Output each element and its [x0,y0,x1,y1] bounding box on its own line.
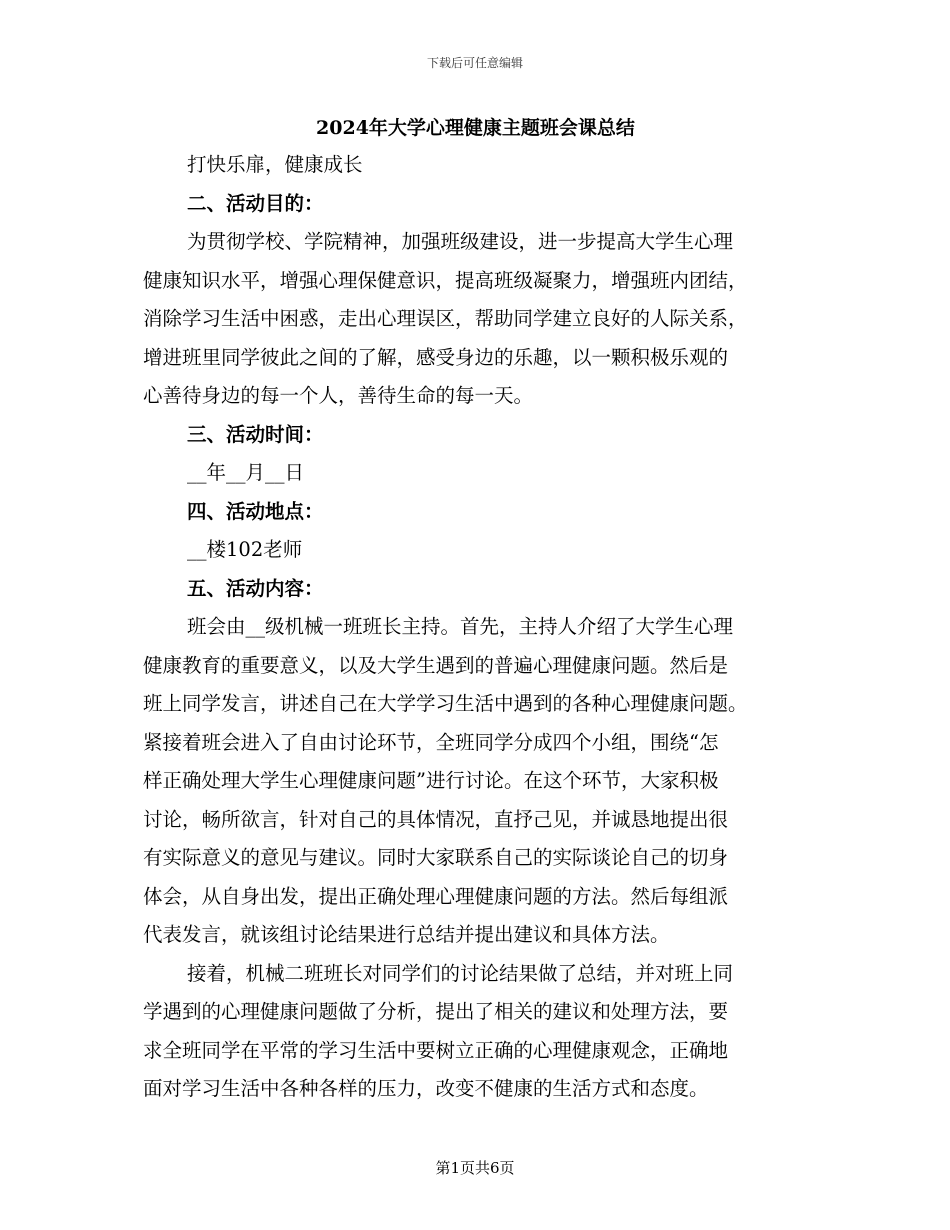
paragraph-content-2 [143,955,808,1109]
document-title: 2024年大学心理健康主题班会课总结 [316,117,635,139]
paragraph-purpose [143,223,808,416]
document-body [143,112,808,1109]
paragraph-line: 增进班里同学彼此之间的了解，感受身边的乐趣，以一颗积极乐观的 [143,345,729,369]
activity-location-value: __楼102老师 [187,538,303,561]
page-number-footer: 第1页共6页 [435,1159,515,1177]
document-subtitle: 打快乐扉，健康成长 [187,153,363,176]
section-heading-location: 四、活动地点： [187,499,324,523]
paragraph-line: 代表发言，就该组讨论结果进行总结并提出建议和具体方法。 [143,923,670,946]
paragraph-line: 有实际意义的意见与建议。同时大家联系自己的实际谈论自己的切身 [143,846,729,869]
section-heading-time: 三、活动时间： [187,422,324,446]
paragraph-line: 接着，机械二班班长对同学们的讨论结果做了总结，并对班上同 [187,961,734,985]
paragraph-line: 班上同学发言，讲述自己在大学学习生活中遇到的各种心理健康问题。 [143,692,748,715]
paragraph-line: 讨论，畅所欲言，针对自己的具体情况，直抒己见，并诚恳地提出很 [143,807,729,831]
paragraph-line: 消除学习生活中困惑，走出心理误区，帮助同学建立良好的人际关系， [143,307,748,330]
paragraph-line: 健康教育的重要意义，以及大学生遇到的普遍心理健康问题。然后是 [143,653,729,677]
paragraph-line: 为贯彻学校、学院精神，加强班级建设，进一步提高大学生心理 [187,230,734,253]
paragraph-line: 样正确处理大学生心理健康问题”进行讨论。在这个环节，大家积极 [143,769,719,792]
paragraph-line: 班会由__级机械一班班长主持。首先，主持人介绍了大学生心理 [187,615,734,638]
paragraph-line: 求全班同学在平常的学习生活中要树立正确的心理健康观念，正确地 [143,1038,729,1062]
activity-time-value: __年__月__日 [187,461,305,484]
paragraph-line: 学遇到的心理健康问题做了分析，提出了相关的建议和处理方法，要 [143,1000,729,1023]
paragraph-line: 心善待身边的每一个人，善待生命的每一天。 [143,384,534,407]
paragraph-line: 体会，从自身出发，提出正确处理心理健康问题的方法。然后每组派 [143,884,729,908]
paragraph-line: 面对学习生活中各种各样的压力，改变不健康的生活方式和态度。 [143,1077,709,1100]
page-header-note: 下载后可任意编辑 [426,56,523,70]
paragraph-line: 健康知识水平，增强心理保健意识，提高班级凝聚力，增强班内团结， [143,268,748,292]
section-heading-purpose: 二、活动目的： [187,191,324,215]
paragraph-line: 紧接着班会进入了自由讨论环节，全班同学分成四个小组，围绕“怎 [143,730,719,754]
paragraph-content-1 [143,608,808,955]
section-heading-content: 五、活动内容： [187,576,324,600]
